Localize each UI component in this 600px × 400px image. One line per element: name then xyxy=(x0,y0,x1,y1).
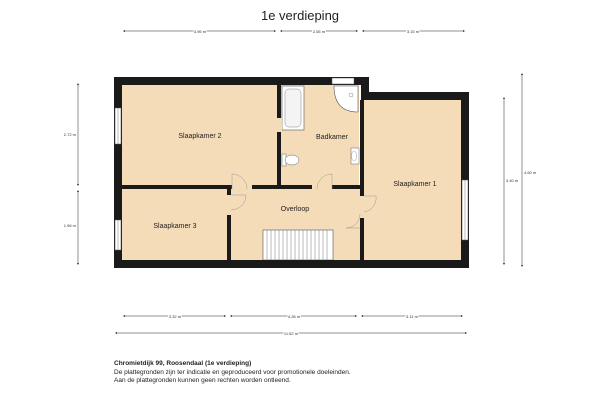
caption xyxy=(114,360,564,385)
dim-left-upper: 2.72 m xyxy=(63,132,76,137)
dim-right-outer: 4.60 m xyxy=(524,170,537,175)
room-label-overloop: Overloop xyxy=(280,206,310,213)
room-label-slaapkamer3: Slaapkamer 3 xyxy=(153,223,197,230)
dim-bottom-middle: 4.28 m xyxy=(287,314,301,319)
dim-top-right: 3.15 m xyxy=(406,29,420,34)
dim-top-left: 4.95 m xyxy=(193,29,207,34)
window-top-badkamer xyxy=(332,78,354,84)
slaapkamer1-floor xyxy=(364,100,461,260)
room-label-slaapkamer2: Slaapkamer 2 xyxy=(178,133,222,140)
dim-bottom-left: 3.32 m xyxy=(168,314,182,319)
caption-line-2: Aan de plattegronden kunnen geen rechten worden ontleend. xyxy=(114,377,291,384)
page-title: 1e verdieping xyxy=(260,8,340,23)
caption-address: Chromietdijk 99, Roosendaal (1e verdieping) xyxy=(114,360,252,367)
dim-top-middle: 2.55 m xyxy=(312,29,326,34)
dim-left-lower: 1.96 m xyxy=(63,223,76,228)
sink-icon xyxy=(351,148,359,164)
dim-bottom-right: 3.11 m xyxy=(406,314,418,319)
room-label-badkamer: Badkamer xyxy=(316,134,348,141)
dim-right-inner: 3.40 m xyxy=(506,178,519,183)
staircase xyxy=(263,230,333,260)
dim-bottom-total: 11.52 m xyxy=(283,331,299,336)
bathtub-icon xyxy=(282,86,304,130)
room-label-slaapkamer1: Slaapkamer 1 xyxy=(393,181,437,188)
caption-line-1: De plattegronden zijn ter indicatie en geproduceerd voor promotionele doeleinden. xyxy=(114,369,351,376)
